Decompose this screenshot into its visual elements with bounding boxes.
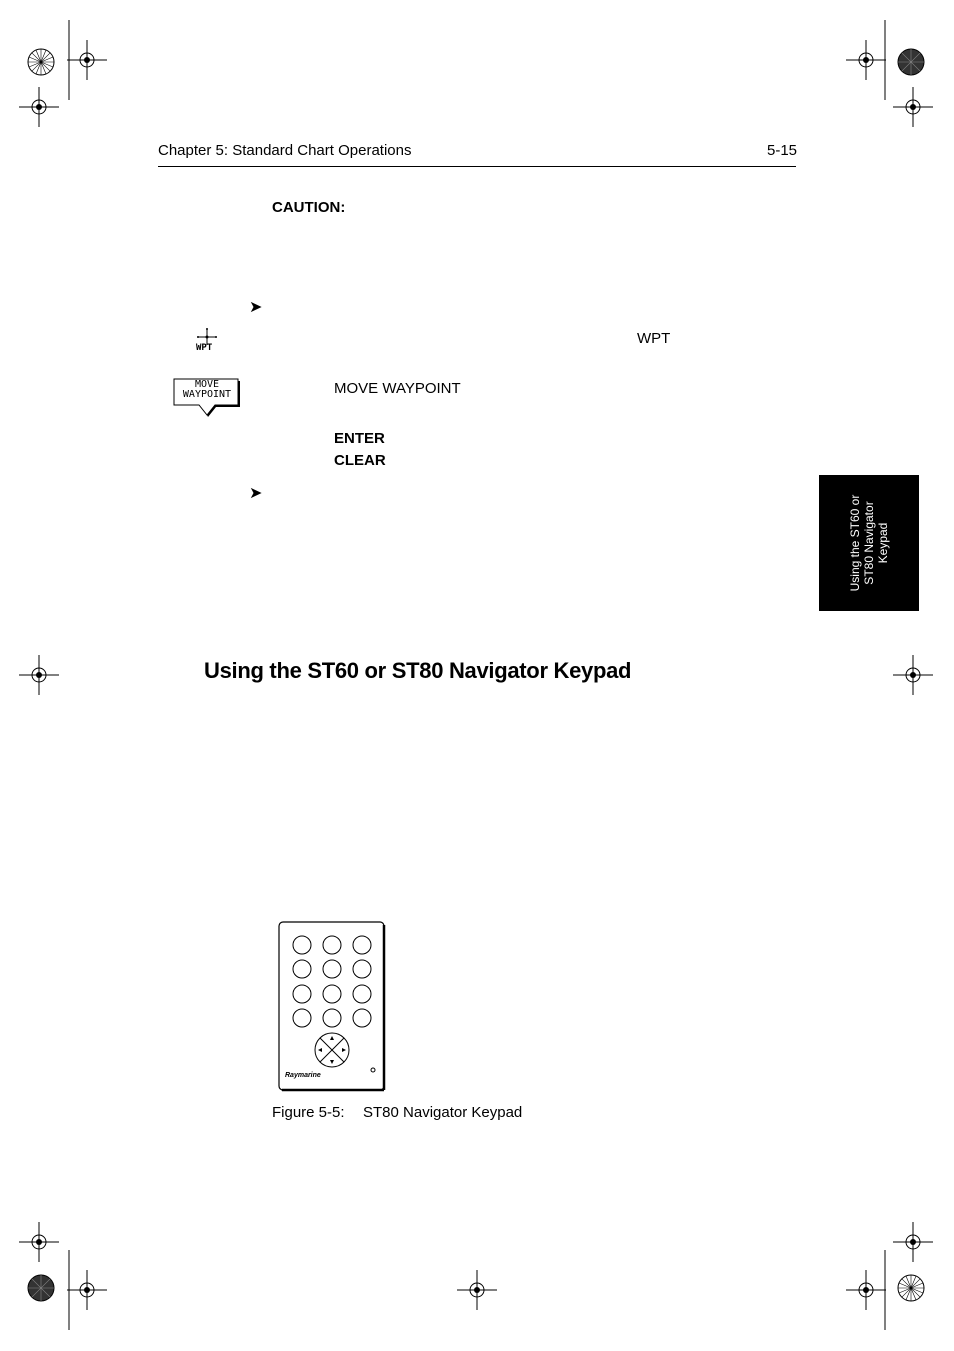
side-tab-line2: ST80 Navigator xyxy=(862,501,876,585)
header-rule xyxy=(158,166,796,167)
waypoint-icon xyxy=(194,327,220,355)
caution-label: CAUTION: xyxy=(272,199,346,216)
side-tab-line3: Keypad xyxy=(876,522,890,564)
figure-number: Figure 5-5: xyxy=(272,1104,345,1121)
softkey-label-line2: WAYPOINT xyxy=(182,389,232,400)
section-heading: Using the ST60 or ST80 Navigator Keypad xyxy=(204,658,632,683)
keypad-brand-logo: Raymarine xyxy=(285,1072,321,1079)
result-arrow: ➤ xyxy=(249,485,263,502)
wpt-text: WPT xyxy=(637,330,671,347)
procedure-arrow: ➤ xyxy=(249,299,263,316)
running-header-chapter: Chapter 5: Standard Chart Operations xyxy=(158,142,412,159)
move-waypoint-softkey xyxy=(172,377,242,419)
side-tab-line1: Using the ST60 or xyxy=(848,494,862,592)
figure-title: ST80 Navigator Keypad xyxy=(363,1104,523,1121)
page-number: 5-15 xyxy=(767,142,798,159)
clear-label: CLEAR xyxy=(334,452,386,469)
chapter-side-tab xyxy=(819,475,919,611)
softkey-label-line1: MOVE xyxy=(194,379,220,390)
enter-label: ENTER xyxy=(334,430,385,447)
st80-keypad-illustration xyxy=(278,921,388,1093)
move-waypoint-text: MOVE WAYPOINT xyxy=(334,380,461,397)
waypoint-icon-label: WPT xyxy=(196,343,213,353)
